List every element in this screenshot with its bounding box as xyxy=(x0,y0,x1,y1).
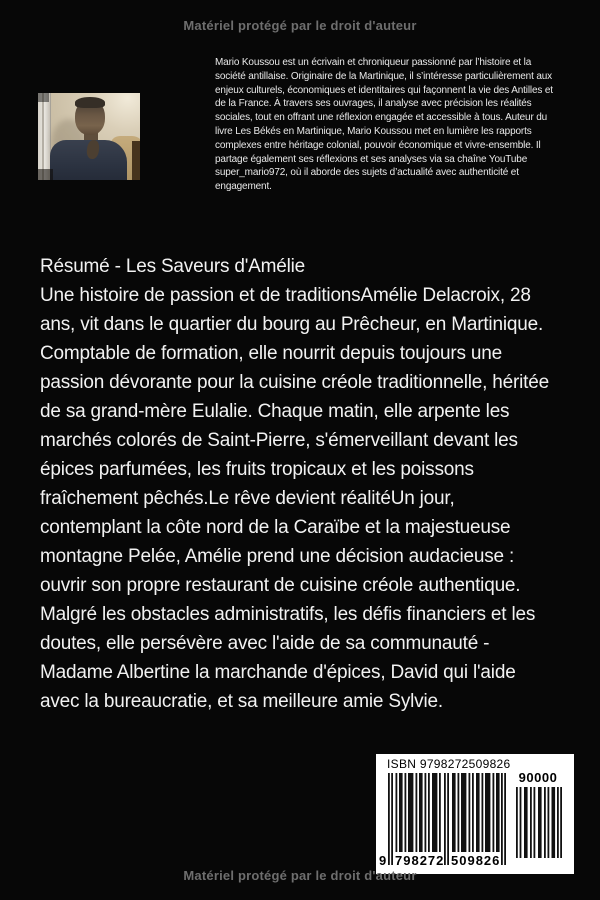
author-bio: Mario Koussou est un écrivain et chroniqueur passionné par l’histoire et la société antillaise. Originaire de la Martinique, il s’intéresse particulièrement aux enjeux culturels, économiques et identitaires qui façonnent la vie des Antilles et de la France. À travers ses ouvrages, il analyse avec précision les réalités sociales, tout en offrant une réflexion engagée et accessible à tous. Auteur du livre Les Békés en Martinique, Mario Koussou met en lumière les rapports complexes entre héritage colonial, pouvoir économique et vivre-ensemble. Il partage également ses réflexions et ses analyses via sa chaîne YouTube super_mario972, où il aborde des sujets d’actualité avec authenticité et engagement. xyxy=(215,57,553,193)
isbn-label: ISBN 9798272509826 xyxy=(387,757,511,771)
ean-digit-left: 9 xyxy=(379,853,387,868)
synopsis-block xyxy=(40,252,556,716)
photo-corner-shadow xyxy=(38,93,49,102)
copyright-watermark-bottom: Matériel protégé par le droit d'auteur xyxy=(183,868,417,883)
copyright-watermark-top: Matériel protégé par le droit d'auteur xyxy=(183,18,417,33)
photo-door-line xyxy=(42,93,44,180)
ean-digits-group2: 509826 xyxy=(451,853,501,868)
photo-author-hair xyxy=(75,97,105,108)
supplement-code: 90000 xyxy=(518,770,558,785)
barcode-panel xyxy=(376,754,574,874)
author-photo xyxy=(38,93,140,180)
synopsis-title: Résumé - Les Saveurs d'Amélie xyxy=(40,256,305,277)
ean-digits-group1: 798272 xyxy=(395,853,445,868)
photo-chair-side xyxy=(132,141,140,180)
synopsis-body: Une histoire de passion et de traditionsAmélie Delacroix, 28 ans, vit dans le quartier du bourg au Prêcheur, en Martinique. Comptable de formation, elle nourrit depuis toujours une passion dévorante pour la cuisine créole traditionnelle, héritée de sa grand-mère Eulalie. Chaque matin, elle arpente les marchés colorés de Saint-Pierre, s'émerveillant devant les épices parfumées, les fruits tropicaux et les poissons fraîchement pêchés.Le rêve devient réalitéUn jour, contemplant la côte nord de la Caraïbe et la majestueuse montagne Pelée, Amélie prend une décision audacieuse : ouvrir son propre restaurant de cuisine créole authentique. Malgré les obstacles administratifs, les défis financiers et les doutes, elle persévère avec l'aide de sa communauté - Madame Albertine la marchande d'épices, David qui l'aide avec la bureaucratie, et sa meilleure amie Sylvie. xyxy=(40,285,549,712)
supplement-barcode xyxy=(516,787,562,858)
photo-bottom-shadow xyxy=(38,169,53,180)
